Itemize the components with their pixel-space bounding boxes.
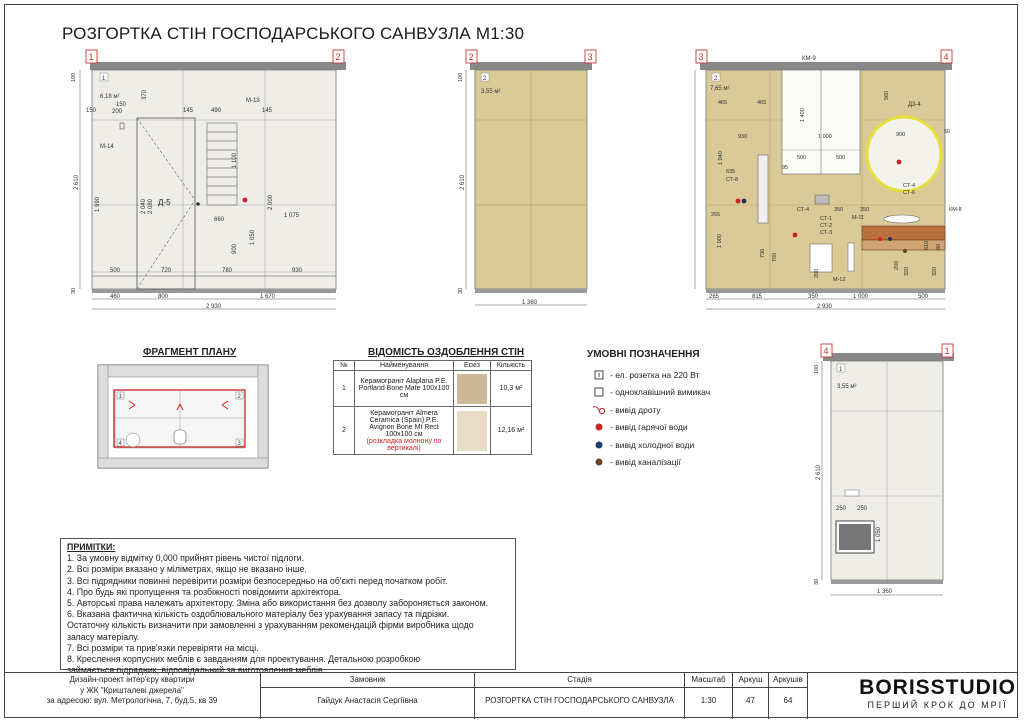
- svg-text:1 990: 1 990: [95, 196, 101, 212]
- svg-text:100: 100: [458, 72, 464, 82]
- svg-text:1 050: 1 050: [876, 526, 882, 542]
- svg-text:1 360: 1 360: [877, 589, 893, 595]
- svg-text:370: 370: [142, 89, 148, 100]
- svg-text:660: 660: [214, 217, 225, 223]
- svg-text:95: 95: [782, 165, 789, 171]
- svg-text:500: 500: [797, 155, 807, 161]
- svg-text:30: 30: [458, 287, 464, 294]
- svg-text:1: 1: [118, 394, 122, 400]
- svg-text:465: 465: [757, 100, 767, 106]
- svg-text:1 400: 1 400: [800, 108, 806, 122]
- svg-text:265: 265: [709, 294, 720, 300]
- svg-text:320: 320: [904, 266, 910, 276]
- svg-text:635: 635: [726, 169, 736, 175]
- svg-text:2 610: 2 610: [74, 174, 80, 190]
- wall-elevation-1: [71, 50, 346, 310]
- svg-text:М-13: М-13: [246, 98, 260, 104]
- svg-text:1: 1: [944, 346, 950, 356]
- svg-text:КМ-8: КМ-8: [949, 207, 962, 213]
- legend: - ел. розетка на 220 Вт - одноклавішний вимикач - вивід дроту - вивід гарячої води - вивід холодної води - вивід каналізації: [588, 366, 710, 471]
- svg-text:2 040: 2 040: [141, 198, 147, 214]
- studio-logo: BORISSTUDIO ПЕРШИЙ КРОК ДО МРІЇ: [859, 676, 1016, 710]
- tile-swatch: [457, 374, 487, 404]
- finish-row: 2 Керамограніт Almera Ceramica (Spain) P.E. Avignon Bone Mt Rect 100x100 см (розкладка молнону по вертикалі) 12,16 м²: [334, 407, 532, 455]
- wall1-num: 1: [102, 76, 106, 82]
- svg-text:2: 2: [468, 52, 474, 62]
- svg-text:3,55 м²: 3,55 м²: [481, 89, 501, 95]
- sewage-icon: [588, 457, 610, 467]
- door-label: Д-5: [158, 198, 171, 207]
- tile-swatch: [457, 411, 487, 451]
- svg-text:100: 100: [814, 364, 820, 374]
- svg-text:1 360: 1 360: [522, 300, 538, 306]
- finish-table: № Найменування Ескіз Кількість 1 Керамограніт Alaplana P.E. Portland Bone Mate 100x100 см 10,3 м² 2 Керамограніт Almera Ceramica (Spain) P.E. Avignon Bone Mt Rect 100x100 см (розкладка молнону по вертикалі) 12,16 м²: [333, 360, 532, 455]
- svg-text:1 670: 1 670: [260, 294, 276, 300]
- svg-text:СТ-4: СТ-4: [797, 207, 810, 213]
- svg-text:800: 800: [158, 294, 169, 300]
- switch-icon: [588, 387, 610, 397]
- svg-text:2: 2: [237, 394, 241, 400]
- svg-text:1: 1: [88, 52, 94, 62]
- cold-water-icon: [588, 440, 610, 450]
- svg-text:900: 900: [896, 132, 906, 138]
- svg-text:50: 50: [944, 129, 951, 135]
- svg-text:1 075: 1 075: [284, 213, 300, 219]
- sheet-title: РОЗГОРТКА СТІН ГОСПОДАРСЬКОГО САНВУЗЛА М1:30: [62, 24, 525, 43]
- svg-text:2 610: 2 610: [460, 174, 466, 190]
- svg-text:СТ-1: СТ-1: [820, 216, 833, 222]
- svg-text:2: 2: [335, 52, 341, 62]
- socket-icon: [588, 370, 610, 380]
- svg-text:3: 3: [587, 52, 593, 62]
- svg-text:1 000: 1 000: [853, 294, 869, 300]
- svg-text:200: 200: [112, 109, 123, 115]
- finish-title: ВІДОМІСТЬ ОЗДОБЛЕННЯ СТІН: [368, 347, 525, 358]
- svg-text:320: 320: [932, 266, 938, 276]
- svg-text:2 930: 2 930: [817, 304, 833, 310]
- svg-text:4: 4: [118, 441, 122, 447]
- svg-text:СТ-8: СТ-8: [726, 177, 739, 183]
- plan-title: ФРАГМЕНТ ПЛАНУ: [143, 347, 237, 358]
- notes-box: ПРИМІТКИ: 1. За умовну відмітку 0,000 прийнят рівень чистої підлоги. 2. Всі розміри вказано у міліметрах, якщо не вказано інше. 3. Всі підрядники повинні перевірити розміри безпосередньо на об'єкті перед початком робіт. 4. Про будь які пропущення та розбіжності повідомити архітектора. 5. Авторські права належать архітектору. Зміна або використання без дозволу забороняється законом. 6. Вказана фактична кількість оздоблювального матеріалу без урахування запасу та підрізки. Остаточну кількість визначити при замовленні з урахуванням рекомендацій фірми виробника щодо запасу матеріалу. 7. Всі розміри та прив'язки перевіряти на місці. 8. Креслення корпусних меблів є завданням для проектування. Детальною розробкою займається підрядник, відповідальний за виготовлення меблів.: [60, 538, 516, 670]
- svg-text:250: 250: [857, 506, 868, 512]
- svg-text:7,65 м²: 7,65 м²: [710, 86, 730, 92]
- svg-text:1: 1: [839, 367, 843, 373]
- svg-text:200: 200: [814, 268, 820, 278]
- svg-text:2 610: 2 610: [816, 464, 822, 480]
- legend-title: УМОВНІ ПОЗНАЧЕННЯ: [587, 349, 700, 360]
- wire-outlet-icon: [588, 405, 610, 415]
- title-block: Дизайн-проект інтер'єру квартири у ЖК "Кришталеві джерела" за адресою: вул. Метрологічна, 7, буд.5, кв 39 Замовник Гайдук Анастасія Сергіївна Стадія РОЗГОРТКА СТІН ГОСПОДАРСЬКОГО САНВУЗЛА Масштаб 1:30 Аркуш 47 Аркушів 64: [4, 672, 1018, 719]
- svg-text:145: 145: [262, 108, 273, 114]
- svg-text:150: 150: [116, 102, 127, 108]
- svg-text:2 080: 2 080: [148, 198, 154, 214]
- svg-text:560: 560: [884, 90, 890, 100]
- svg-text:350: 350: [808, 294, 819, 300]
- svg-text:3: 3: [237, 441, 241, 447]
- wall-elevation-4: [814, 344, 954, 595]
- svg-text:М-12: М-12: [833, 277, 846, 283]
- svg-text:610: 610: [924, 240, 930, 250]
- svg-text:500: 500: [110, 268, 121, 274]
- wall-elevation-3: [695, 50, 962, 310]
- svg-text:3,55 м²: 3,55 м²: [837, 384, 857, 390]
- svg-text:500: 500: [918, 294, 929, 300]
- svg-text:780: 780: [222, 268, 233, 274]
- svg-text:Д3-4: Д3-4: [908, 102, 921, 108]
- svg-text:2: 2: [714, 76, 718, 82]
- svg-text:460: 460: [110, 294, 121, 300]
- svg-text:2 000: 2 000: [268, 194, 274, 210]
- svg-text:6,18 м²: 6,18 м²: [100, 94, 120, 100]
- svg-text:490: 490: [211, 108, 222, 114]
- svg-text:720: 720: [161, 268, 172, 274]
- svg-text:СТ-4: СТ-4: [903, 183, 916, 189]
- svg-text:465: 465: [718, 100, 728, 106]
- svg-text:4: 4: [823, 346, 829, 356]
- svg-text:3: 3: [698, 52, 704, 62]
- wall-elevation-2: [458, 50, 596, 306]
- svg-text:4: 4: [943, 52, 949, 62]
- svg-text:250: 250: [836, 506, 847, 512]
- svg-text:265: 265: [711, 212, 721, 218]
- svg-text:СТ-2: СТ-2: [820, 223, 833, 229]
- svg-text:100: 100: [71, 72, 77, 82]
- svg-text:350: 350: [860, 207, 870, 213]
- svg-text:1 040: 1 040: [718, 151, 724, 165]
- svg-text:1 100: 1 100: [232, 152, 238, 168]
- svg-text:930: 930: [292, 268, 303, 274]
- svg-text:СТ-6: СТ-6: [903, 190, 916, 196]
- svg-text:500: 500: [836, 155, 846, 161]
- svg-text:815: 815: [752, 294, 763, 300]
- svg-text:900: 900: [232, 243, 238, 254]
- svg-text:730: 730: [760, 248, 766, 258]
- svg-text:30: 30: [71, 287, 77, 294]
- svg-text:1 000: 1 000: [717, 234, 723, 248]
- svg-text:2 930: 2 930: [206, 304, 222, 310]
- svg-text:200: 200: [894, 260, 900, 270]
- svg-text:КМ-9: КМ-9: [802, 56, 816, 62]
- hot-water-icon: [588, 422, 610, 432]
- svg-text:80: 80: [936, 243, 942, 250]
- svg-text:М-11: М-11: [852, 215, 865, 221]
- svg-text:150: 150: [86, 108, 97, 114]
- svg-text:30: 30: [814, 578, 820, 585]
- svg-text:СТ-3: СТ-3: [820, 230, 833, 236]
- svg-text:2: 2: [483, 76, 487, 82]
- svg-text:350: 350: [834, 207, 844, 213]
- svg-text:1 050: 1 050: [250, 229, 256, 245]
- svg-text:930: 930: [738, 134, 748, 140]
- svg-text:М-14: М-14: [100, 144, 114, 150]
- svg-text:145: 145: [183, 108, 194, 114]
- plan-fragment: [98, 365, 268, 468]
- svg-text:1 000: 1 000: [818, 134, 832, 140]
- finish-row: 1 Керамограніт Alaplana P.E. Portland Bone Mate 100x100 см 10,3 м²: [334, 371, 532, 407]
- svg-text:700: 700: [772, 252, 778, 262]
